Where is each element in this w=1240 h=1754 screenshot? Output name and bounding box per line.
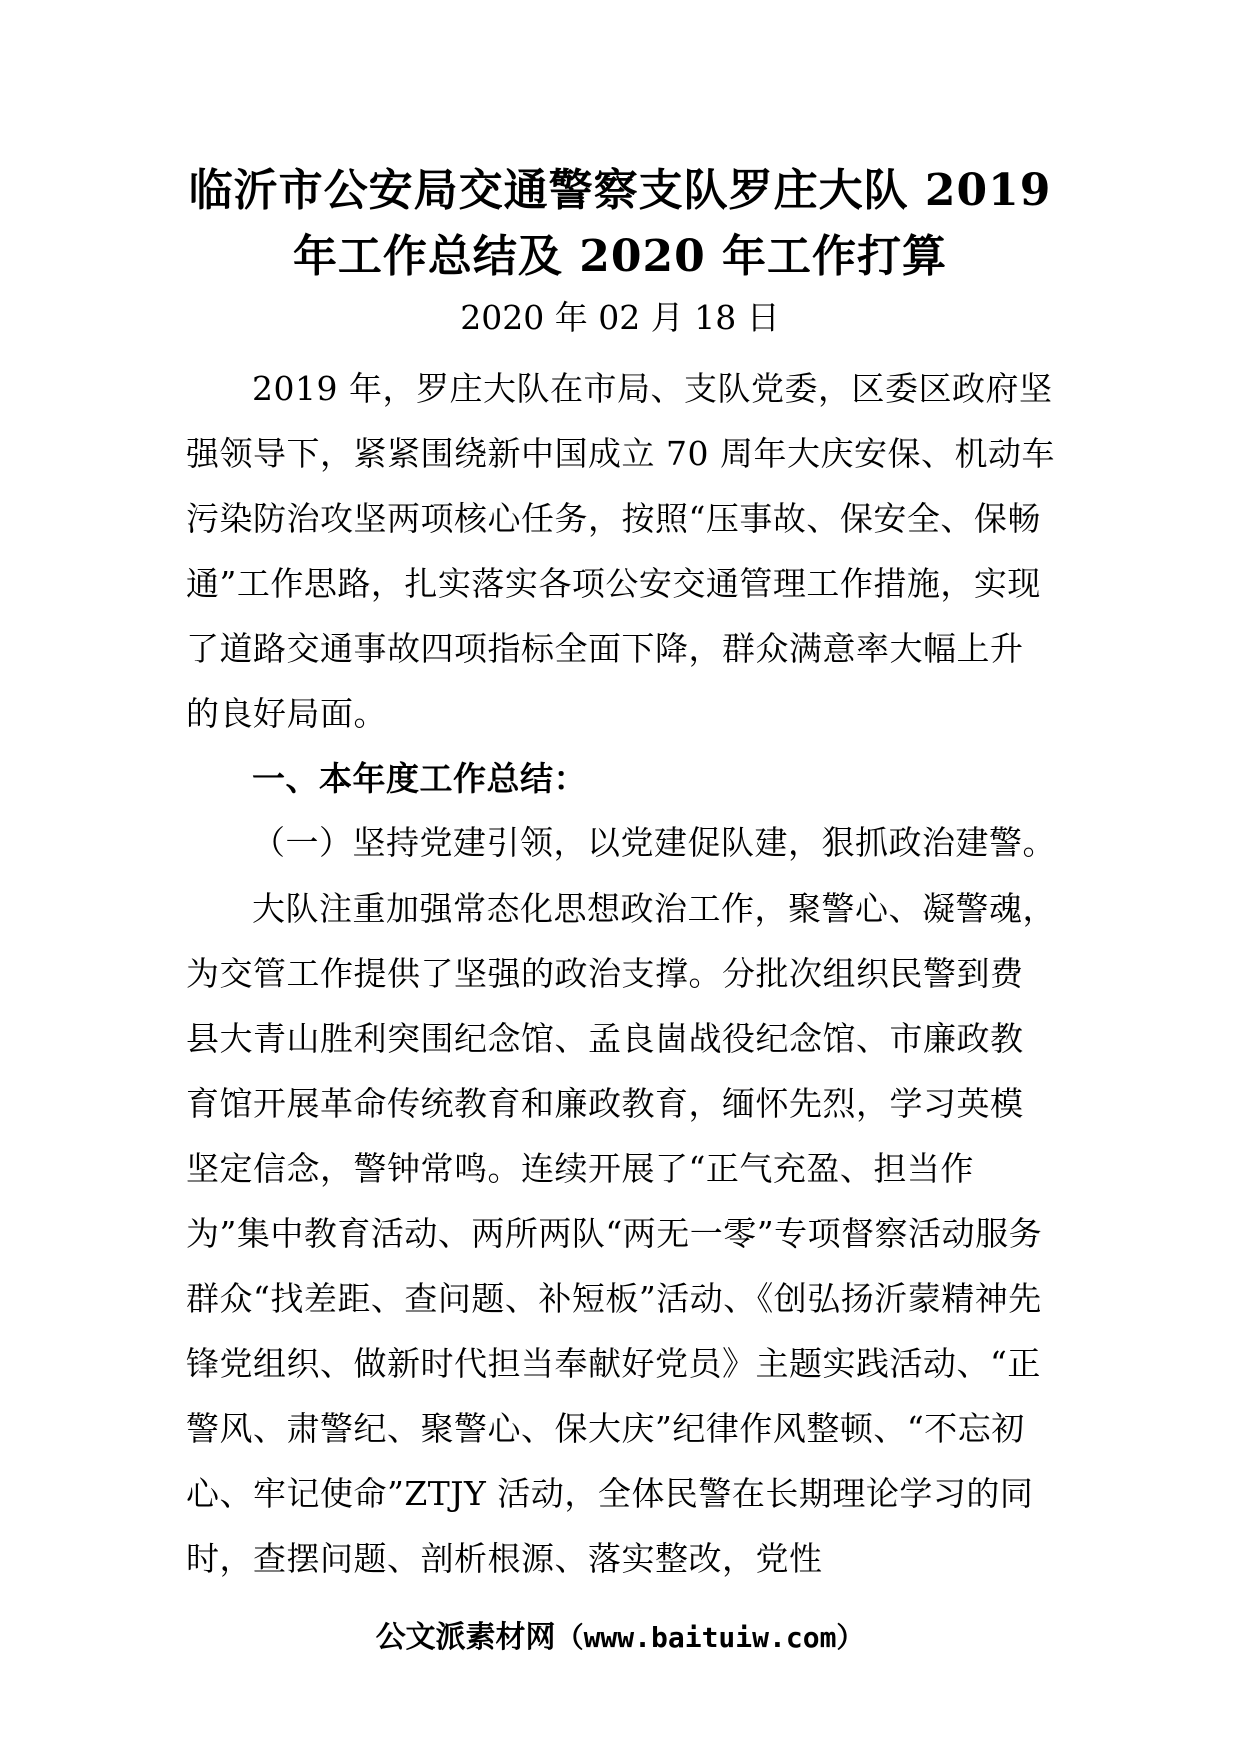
footer-site-name: 公文派素材网	[375, 1620, 556, 1655]
intro-paragraph: 2019 年，罗庄大队在市局、支队党委，区委区政府坚强领导下，紧紧围绕新中国成立 70 周年大庆安保、机动车污染防治攻坚两项核心任务，按照“压事故、保安全、保畅通”工作思路，扎实落实各项公安交通管理工作措施，实现了道路交通事故四项指标全面下降，群众满意率大幅上升的良好局面。	[186, 369, 1055, 733]
title-line-1: 临沂市公安局交通警察支队罗庄大队 2019	[188, 165, 1052, 216]
footer-url: （www.baituiw.com）	[555, 1621, 865, 1654]
document-title	[150, 158, 1090, 290]
body-paragraph: 大队注重加强常态化思想政治工作，聚警心、凝警魂，为交管工作提供了坚强的政治支撑。分批次组织民警到费县大青山胜利突围纪念馆、孟良崮战役纪念馆、市廉政教育馆开展革命传统教育和廉政教育，缅怀先烈，学习英模坚定信念，警钟常鸣。连续开展了“正气充盈、担当作为”集中教育活动、两所两队“两无一零”专项督察活动服务群众“找差距、查问题、补短板”活动、《创弘扬沂蒙精神先锋党组织、做新时代担当奉献好党员》主题实践活动、“正警风、肃警纪、聚警心、保大庆”纪律作风整顿、“不忘初心、牢记使命”ZTJY 活动，全体民警在长期理论学习的同时，查摆问题、剖析根源、落实整改，党性	[186, 889, 1056, 1578]
section-heading: 一、本年度工作总结：	[252, 759, 587, 798]
document-date: 2020 年 02 月 18 日	[460, 298, 780, 337]
subsection-heading: （一）坚持党建引领，以党建促队建，狠抓政治建警。	[252, 823, 1056, 862]
title-line-2: 年工作总结及 2020 年工作打算	[292, 231, 948, 282]
footer-watermark	[0, 1618, 1240, 1658]
